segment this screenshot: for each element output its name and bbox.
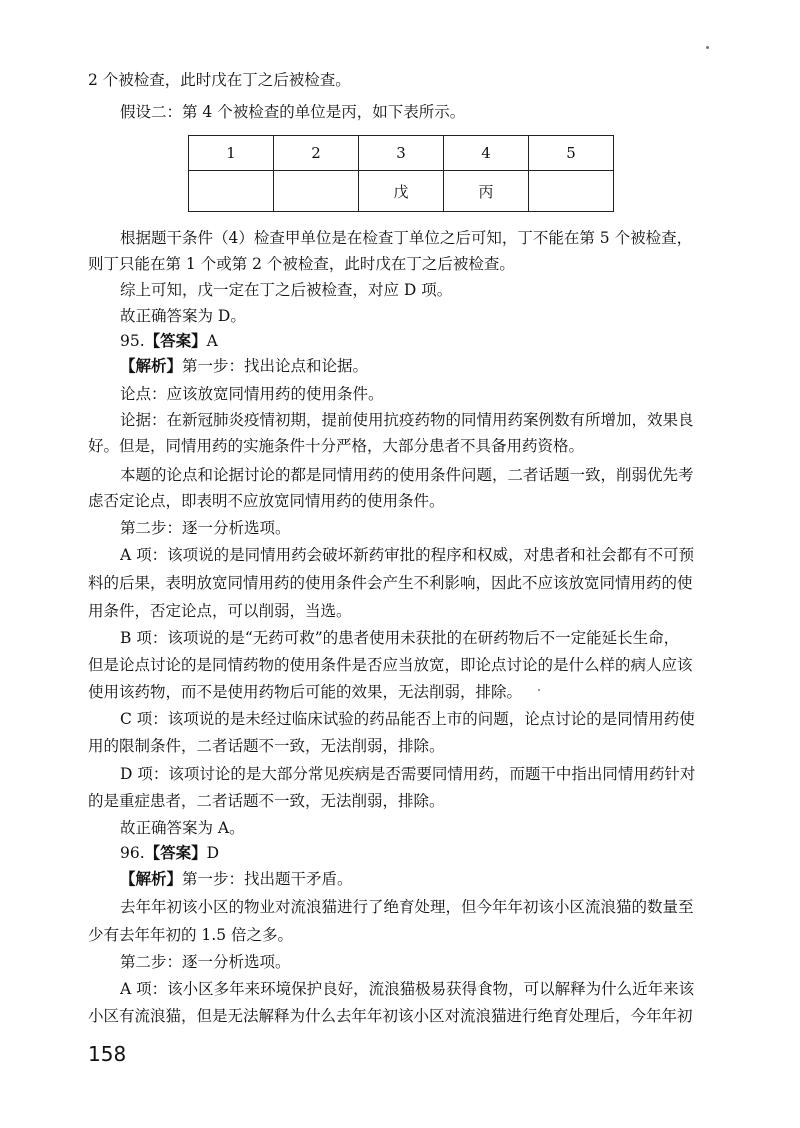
page-number: 158 bbox=[88, 1042, 127, 1066]
text-line: 好。但是，同情用药的实施条件十分严格，大部分患者不具备用药资格。 bbox=[88, 437, 585, 455]
question-number: 95. bbox=[120, 332, 145, 350]
analysis-tag: 【解析】 bbox=[120, 356, 183, 375]
text-line: 本题的论点和论据讨论的都是同情用药的使用条件问题，二者话题一致，削弱优先考 bbox=[120, 466, 694, 484]
scan-speck bbox=[706, 46, 709, 49]
text-line: 使用该药物，而不是使用药物后可能的效果，无法削弱，排除。 bbox=[88, 683, 523, 701]
text-line: 论据：在新冠肺炎疫情初期，提前使用抗疫药物的同情用药案例数有所增加，效果良 bbox=[120, 411, 694, 429]
analysis-text: 第一步：找出论点和论据。 bbox=[182, 357, 369, 375]
analysis-text: 第一步：找出题干矛盾。 bbox=[182, 870, 353, 888]
text-line: 小区有流浪猫，但是无法解释为什么去年年初该小区对流浪猫进行绝育处理后，今年年初 bbox=[88, 1007, 693, 1025]
text-line: 假设二：第 4 个被检查的单位是丙，如下表所示。 bbox=[120, 103, 466, 121]
answer-line-96 bbox=[120, 843, 728, 863]
question-number: 96. bbox=[120, 844, 145, 862]
text-line: 虑否定论点，即表明不应放宽同情用药的使用条件。 bbox=[88, 492, 445, 510]
text-line: 用的限制条件，二者话题不一致，无法削弱，排除。 bbox=[88, 737, 445, 755]
text-line: A 项：该小区多年来环境保护良好，流浪猫极易获得食物，可以解释为什么近年来该 bbox=[120, 980, 695, 998]
text-line: B 项：该项说的是“无药可救”的患者使用未获批的在研药物后不一定能延长生命， bbox=[120, 629, 680, 647]
text-line: 少有去年年初的 1.5 倍之多。 bbox=[88, 926, 294, 944]
text-line: 根据题干条件（4）检查甲单位是在检查丁单位之后可知，丁不能在第 5 个被检查， bbox=[120, 229, 693, 247]
text-line: 论点：应该放宽同情用药的使用条件。 bbox=[120, 385, 384, 403]
answer-line-95 bbox=[120, 331, 728, 351]
schedule-table bbox=[188, 135, 614, 212]
text-line: 2 个被检查，此时戊在丁之后被检查。 bbox=[88, 71, 351, 89]
text-line: 用条件，否定论点，可以削弱，当选。 bbox=[88, 602, 352, 620]
analysis-line bbox=[120, 869, 728, 889]
table-header-cell: 1 bbox=[189, 136, 274, 171]
text-line: 综上可知，戊一定在丁之后被检查，对应 D 项。 bbox=[120, 281, 453, 299]
table-cell bbox=[529, 171, 614, 212]
text-line: 故正确答案为 A。 bbox=[120, 819, 245, 837]
answer-value: D bbox=[206, 844, 220, 862]
table-header-row bbox=[189, 136, 614, 171]
answer-tag: 【答案】 bbox=[144, 843, 207, 862]
text-line: 第二步：逐一分析选项。 bbox=[120, 953, 291, 971]
scan-speck bbox=[538, 689, 540, 691]
text-line: 料的后果，表明放宽同情用药的使用条件会产生不利影响，因此不应该放宽同情用药的使 bbox=[88, 574, 693, 592]
analysis-tag: 【解析】 bbox=[120, 869, 183, 888]
table-row bbox=[189, 171, 614, 212]
text-line: D 项：该项讨论的是大部分常见疾病是否需要同情用药，而题干中指出同情用药针对 bbox=[120, 765, 696, 783]
text-line: 的是重症患者，二者话题不一致，无法削弱，排除。 bbox=[88, 792, 445, 810]
table-cell bbox=[189, 171, 274, 212]
answer-value: A bbox=[206, 332, 218, 350]
text-line: 但是论点讨论的是同情药物的使用条件是否应当放宽，即论点讨论的是什么样的病人应该 bbox=[88, 656, 693, 674]
text-line: 第二步：逐一分析选项。 bbox=[120, 519, 291, 537]
text-line: 则丁只能在第 1 个或第 2 个被检查，此时戊在丁之后被检查。 bbox=[88, 255, 515, 273]
table-cell: 丙 bbox=[444, 171, 529, 212]
answer-tag: 【答案】 bbox=[144, 331, 207, 350]
analysis-line bbox=[120, 356, 728, 376]
table-header-cell: 3 bbox=[359, 136, 444, 171]
text-line: 去年年初该小区的物业对流浪猫进行了绝育处理，但今年年初该小区流浪猫的数量至 bbox=[120, 898, 694, 916]
table-header-cell: 2 bbox=[274, 136, 359, 171]
table-header-cell: 4 bbox=[444, 136, 529, 171]
table-cell: 戊 bbox=[359, 171, 444, 212]
text-line: C 项：该项说的是未经过临床试验的药品能否上市的问题，论点讨论的是同情用药使 bbox=[120, 710, 695, 728]
text-line: 故正确答案为 D。 bbox=[120, 307, 246, 325]
table-cell bbox=[274, 171, 359, 212]
text-line: A 项：该项说的是同情用药会破坏新药审批的程序和权威，对患者和社会都有不可预 bbox=[120, 546, 695, 564]
table-header-cell: 5 bbox=[529, 136, 614, 171]
